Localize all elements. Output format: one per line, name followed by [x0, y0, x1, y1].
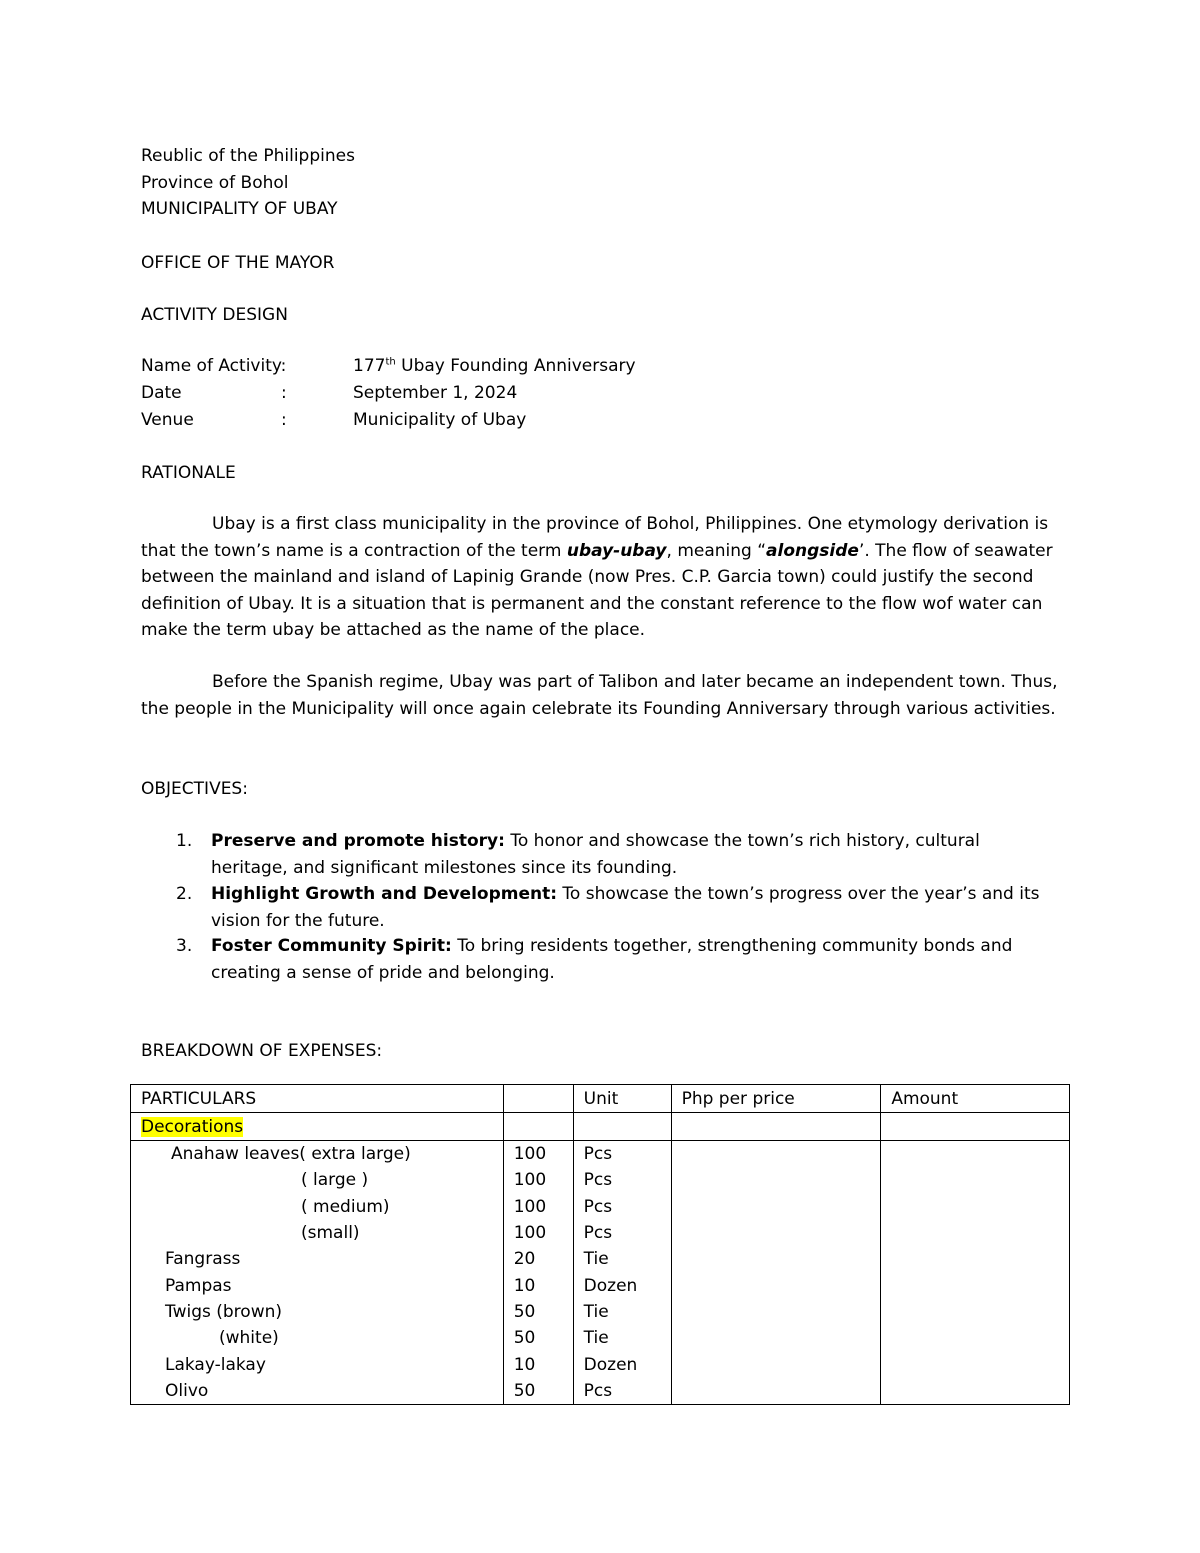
- activity-name-number: 177: [353, 356, 386, 376]
- rationale-paragraph-2: [141, 669, 1061, 722]
- item-unit: Pcs: [573, 1141, 671, 1168]
- item-quantity: 50: [503, 1325, 573, 1351]
- venue-colon: :: [281, 410, 287, 430]
- expenses-heading: BREAKDOWN OF EXPENSES:: [141, 1041, 383, 1061]
- header-republic: Reublic of the Philippines: [141, 146, 355, 166]
- objective-title: Highlight Growth and Development:: [211, 884, 558, 904]
- rationale-p1-part-b: , meaning “: [666, 540, 767, 561]
- item-unit: Tie: [573, 1246, 671, 1272]
- item-unit: Pcs: [573, 1167, 671, 1193]
- rationale-p2-text: Before the Spanish regime, Ubay was part of Talibon and later became an independent town. Thus, the people in the Municipality will once again celebrate its Founding Anniversary through various activities.: [141, 672, 1058, 719]
- item-quantity: 100: [503, 1220, 573, 1246]
- date-label: Date: [141, 383, 182, 403]
- item-quantity: 10: [503, 1272, 573, 1298]
- header-quantity: [503, 1085, 573, 1113]
- rationale-meaning: alongside: [766, 540, 859, 561]
- item-unit: Dozen: [573, 1272, 671, 1298]
- item-quantity: 100: [503, 1141, 573, 1168]
- rationale-term: ubay-ubay: [566, 540, 667, 561]
- item-name: Lakay-lakay: [131, 1351, 504, 1377]
- item-unit: Pcs: [573, 1194, 671, 1220]
- item-quantity: 10: [503, 1351, 573, 1377]
- item-unit: Tie: [573, 1325, 671, 1351]
- item-name: ( large ): [131, 1167, 504, 1193]
- date-value: September 1, 2024: [353, 383, 518, 403]
- table-row: [131, 1167, 1070, 1193]
- item-name: Olivo: [131, 1378, 504, 1405]
- venue-label: Venue: [141, 410, 194, 430]
- venue-value: Municipality of Ubay: [353, 410, 527, 430]
- table-row: [131, 1272, 1070, 1298]
- item-unit: Dozen: [573, 1351, 671, 1377]
- table-row: [131, 1299, 1070, 1325]
- objective-text: To honor and showcase the town’s rich history, cultural heritage, and significant milestones since its founding.: [211, 831, 980, 878]
- objectives-heading: OBJECTIVES:: [141, 779, 248, 799]
- table-row: [131, 1246, 1070, 1272]
- item-name: Fangrass: [131, 1246, 504, 1272]
- item-unit: Pcs: [573, 1378, 671, 1405]
- objective-item: [176, 828, 1056, 881]
- objective-number: 3.: [176, 936, 193, 956]
- item-quantity: 50: [503, 1299, 573, 1325]
- item-name: (white): [131, 1325, 504, 1351]
- item-name: ( medium): [131, 1194, 504, 1220]
- table-row: [131, 1325, 1070, 1351]
- rationale-heading: RATIONALE: [141, 463, 236, 483]
- document-type: ACTIVITY DESIGN: [141, 305, 288, 325]
- activity-name-label: Name of Activity:: [141, 356, 287, 376]
- item-quantity: 50: [503, 1378, 573, 1405]
- activity-name-text: Ubay Founding Anniversary: [395, 356, 636, 376]
- objective-text: To bring residents together, strengthening community bonds and creating a sense of pride and belonging.: [211, 936, 1013, 983]
- expenses-table: [130, 1084, 1070, 1405]
- item-quantity: 100: [503, 1167, 573, 1193]
- header-province: Province of Bohol: [141, 173, 289, 193]
- table-header-row: [131, 1085, 1070, 1113]
- header-municipality: MUNICIPALITY OF UBAY: [141, 199, 338, 219]
- office-title: OFFICE OF THE MAYOR: [141, 253, 335, 273]
- table-row: [131, 1141, 1070, 1168]
- section-decorations: Decorations: [141, 1116, 244, 1137]
- header-unit: Unit: [573, 1085, 671, 1113]
- objective-title: Preserve and promote history:: [211, 831, 505, 851]
- table-row: [131, 1378, 1070, 1405]
- item-name: Anahaw leaves( extra large): [131, 1141, 504, 1168]
- table-row: [131, 1220, 1070, 1246]
- rationale-p1-part-a: Ubay is a first class municipality in the province of Bohol, Philippines. One etymology derivation is that the town’s name is a contraction of the term: [141, 514, 1049, 561]
- item-unit: Pcs: [573, 1220, 671, 1246]
- item-unit: Tie: [573, 1299, 671, 1325]
- item-quantity: 20: [503, 1246, 573, 1272]
- table-row: [131, 1194, 1070, 1220]
- section-row: [131, 1113, 1070, 1141]
- objective-item: [176, 933, 1056, 986]
- header-particulars: PARTICULARS: [131, 1085, 504, 1113]
- objective-number: 1.: [176, 831, 193, 851]
- header-price: Php per price: [671, 1085, 881, 1113]
- table-row: [131, 1351, 1070, 1377]
- item-name: Pampas: [131, 1272, 504, 1298]
- item-name: (small): [131, 1220, 504, 1246]
- objective-title: Foster Community Spirit:: [211, 936, 452, 956]
- objective-text: To showcase the town’s progress over the year’s and its vision for the future.: [211, 884, 1040, 931]
- activity-name-suffix: th: [385, 356, 396, 368]
- objective-number: 2.: [176, 884, 193, 904]
- header-amount: Amount: [881, 1085, 1070, 1113]
- activity-name-value: [353, 356, 636, 376]
- rationale-p1-part-c: ’. The flow of seawater between the mainland and island of Lapinig Grande (now Pres. C.P. Garcia town) could justify the second definition of Ubay. It is a situation that is permanent and the constant reference to the flow wof water can make the term ubay be attached as the name of the place.: [141, 540, 1053, 640]
- objective-item: [176, 881, 1056, 934]
- item-quantity: 100: [503, 1194, 573, 1220]
- rationale-paragraph-1: [141, 511, 1061, 644]
- date-colon: :: [281, 383, 287, 403]
- item-name: Twigs (brown): [131, 1299, 504, 1325]
